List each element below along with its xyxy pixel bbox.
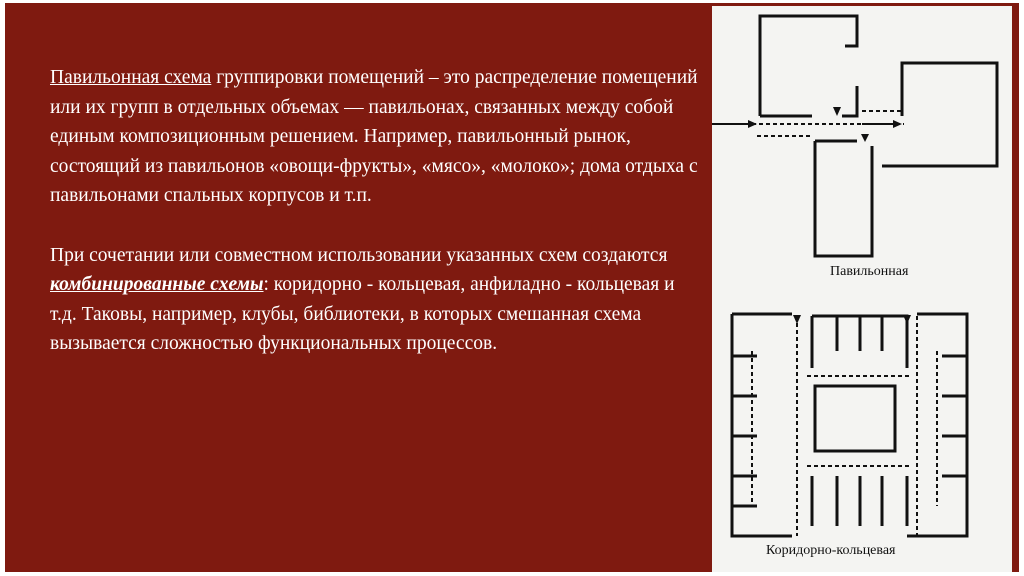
paragraph-combined — [50, 241, 700, 359]
term-pavilion-scheme: Павильонная схема — [50, 67, 212, 88]
term-combined-schemes: комбинированные схемы — [50, 274, 264, 295]
scheme-illustration — [712, 6, 1012, 572]
pavilion-scheme-diagram — [712, 16, 997, 256]
paragraph-pavilion — [50, 63, 700, 211]
scheme-drawing — [712, 6, 1012, 572]
caption-pavilion: Павильонная — [830, 264, 909, 279]
main-text — [50, 63, 700, 359]
paragraph-pavilion-body: группировки помещений – это распределение помещений или их групп в отдельных объемах — павильонах, связанных между собой единым композиционным решением. Например, павильонный рынок, состоящий из павильонов «овощи-фрукты», «мясо», «молоко»; дома отдыха с павильонами спальных корпусов и т.п. — [50, 67, 698, 206]
paragraph-combined-intro: При сочетании или совместном использовании указанных схем создаются — [50, 244, 668, 266]
caption-ring-corridor: Коридорно-кольцевая — [766, 543, 896, 558]
ring-corridor-scheme-diagram — [732, 314, 967, 536]
paragraph-combined-body: : коридорно - кольцевая, анфиладно - кольцевая и т.д. Таковы, например, клубы, библиотеки, в которых смешанная схема вызывается сложностью функциональных процессов. — [50, 274, 675, 354]
